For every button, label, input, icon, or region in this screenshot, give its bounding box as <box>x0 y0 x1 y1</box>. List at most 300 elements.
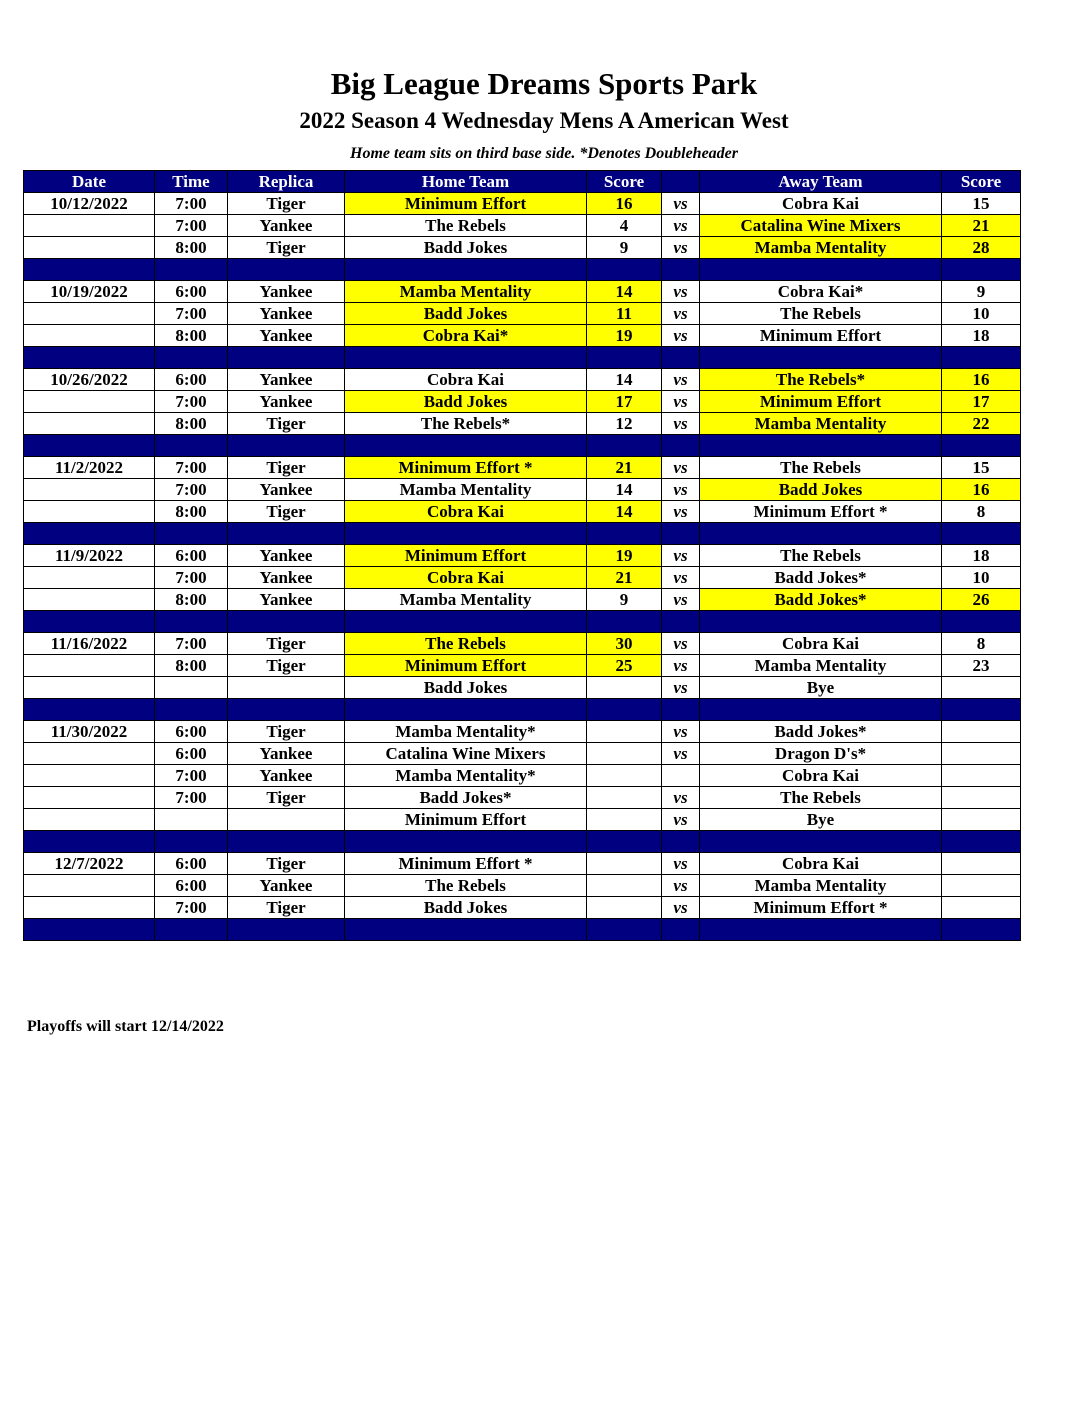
replica-cell: Yankee <box>228 325 345 347</box>
table-row <box>24 633 1021 655</box>
away-team-cell: Cobra Kai* <box>700 281 942 303</box>
separator-cell <box>155 347 228 369</box>
separator-cell <box>587 919 662 941</box>
vs-cell: vs <box>662 655 700 677</box>
col-header-replica: Replica <box>228 171 345 193</box>
table-row <box>24 391 1021 413</box>
home-score-cell: 25 <box>587 655 662 677</box>
separator-cell <box>24 435 155 457</box>
vs-cell: vs <box>662 545 700 567</box>
col-header-away-score: Score <box>942 171 1021 193</box>
away-score-cell <box>942 897 1021 919</box>
replica-cell: Yankee <box>228 567 345 589</box>
home-team-cell: The Rebels <box>345 215 587 237</box>
vs-cell: vs <box>662 809 700 831</box>
time-cell: 7:00 <box>155 897 228 919</box>
date-cell: 12/7/2022 <box>24 853 155 875</box>
date-cell <box>24 303 155 325</box>
replica-cell: Tiger <box>228 501 345 523</box>
separator-cell <box>942 523 1021 545</box>
away-score-cell: 10 <box>942 303 1021 325</box>
replica-cell: Yankee <box>228 875 345 897</box>
vs-cell: vs <box>662 897 700 919</box>
date-cell: 10/19/2022 <box>24 281 155 303</box>
separator-cell <box>587 347 662 369</box>
col-header-home-team: Home Team <box>345 171 587 193</box>
home-score-cell <box>587 875 662 897</box>
time-cell: 7:00 <box>155 303 228 325</box>
table-row <box>24 809 1021 831</box>
away-score-cell: 18 <box>942 545 1021 567</box>
date-cell: 11/16/2022 <box>24 633 155 655</box>
away-team-cell: Minimum Effort <box>700 325 942 347</box>
date-cell <box>24 215 155 237</box>
separator-cell <box>24 259 155 281</box>
separator-cell <box>155 259 228 281</box>
away-team-cell: Cobra Kai <box>700 193 942 215</box>
table-row <box>24 281 1021 303</box>
away-team-cell: Cobra Kai <box>700 633 942 655</box>
separator-cell <box>228 435 345 457</box>
table-header-row <box>24 171 1021 193</box>
home-team-cell: Minimum Effort <box>345 655 587 677</box>
separator-cell <box>942 919 1021 941</box>
week-separator-row <box>24 435 1021 457</box>
page-title: Big League Dreams Sports Park <box>330 66 758 101</box>
separator-cell <box>228 347 345 369</box>
home-team-cell: Badd Jokes* <box>345 787 587 809</box>
table-row <box>24 369 1021 391</box>
separator-cell <box>942 831 1021 853</box>
replica-cell: Tiger <box>228 787 345 809</box>
time-cell: 7:00 <box>155 479 228 501</box>
home-team-cell: The Rebels <box>345 633 587 655</box>
separator-cell <box>345 831 587 853</box>
separator-cell <box>587 435 662 457</box>
replica-cell: Yankee <box>228 545 345 567</box>
separator-cell <box>24 919 155 941</box>
home-team-cell: Minimum Effort * <box>345 853 587 875</box>
table-row <box>24 743 1021 765</box>
home-score-cell <box>587 743 662 765</box>
separator-cell <box>662 259 700 281</box>
time-cell: 8:00 <box>155 655 228 677</box>
away-score-cell: 15 <box>942 193 1021 215</box>
separator-cell <box>700 831 942 853</box>
home-team-cell: Badd Jokes <box>345 677 587 699</box>
separator-cell <box>662 699 700 721</box>
separator-cell <box>662 347 700 369</box>
home-team-cell: Mamba Mentality <box>345 479 587 501</box>
week-separator-row <box>24 919 1021 941</box>
away-team-cell: The Rebels <box>700 545 942 567</box>
separator-cell <box>24 347 155 369</box>
replica-cell: Tiger <box>228 457 345 479</box>
time-cell <box>155 809 228 831</box>
week-separator-row <box>24 611 1021 633</box>
vs-cell: vs <box>662 237 700 259</box>
time-cell: 6:00 <box>155 545 228 567</box>
separator-cell <box>155 523 228 545</box>
separator-cell <box>587 699 662 721</box>
replica-cell: Tiger <box>228 853 345 875</box>
away-team-cell: Bye <box>700 809 942 831</box>
replica-cell: Tiger <box>228 721 345 743</box>
separator-cell <box>345 919 587 941</box>
separator-cell <box>662 523 700 545</box>
page-subtitle: 2022 Season 4 Wednesday Mens A American West <box>299 108 789 133</box>
date-cell <box>24 743 155 765</box>
vs-cell: vs <box>662 721 700 743</box>
table-row <box>24 765 1021 787</box>
home-team-cell: Badd Jokes <box>345 237 587 259</box>
home-team-cell: Cobra Kai* <box>345 325 587 347</box>
replica-cell: Yankee <box>228 479 345 501</box>
vs-cell: vs <box>662 853 700 875</box>
away-team-cell: Cobra Kai <box>700 853 942 875</box>
away-score-cell <box>942 765 1021 787</box>
separator-cell <box>155 831 228 853</box>
separator-cell <box>24 699 155 721</box>
away-team-cell: Catalina Wine Mixers <box>700 215 942 237</box>
home-team-cell: Mamba Mentality* <box>345 765 587 787</box>
schedule-table <box>23 170 1021 941</box>
away-score-cell: 21 <box>942 215 1021 237</box>
vs-cell: vs <box>662 325 700 347</box>
home-score-cell: 14 <box>587 369 662 391</box>
away-score-cell <box>942 787 1021 809</box>
table-row <box>24 677 1021 699</box>
away-team-cell: The Rebels <box>700 787 942 809</box>
replica-cell: Yankee <box>228 303 345 325</box>
time-cell: 8:00 <box>155 237 228 259</box>
time-cell: 6:00 <box>155 721 228 743</box>
separator-cell <box>942 435 1021 457</box>
separator-cell <box>700 919 942 941</box>
separator-cell <box>228 259 345 281</box>
col-header-vs <box>662 171 700 193</box>
time-cell: 8:00 <box>155 501 228 523</box>
vs-cell: vs <box>662 677 700 699</box>
away-score-cell: 9 <box>942 281 1021 303</box>
home-team-cell: Mamba Mentality* <box>345 721 587 743</box>
time-cell: 6:00 <box>155 853 228 875</box>
vs-cell: vs <box>662 743 700 765</box>
time-cell: 8:00 <box>155 413 228 435</box>
vs-cell: vs <box>662 875 700 897</box>
replica-cell: Yankee <box>228 589 345 611</box>
time-cell: 7:00 <box>155 567 228 589</box>
separator-cell <box>228 699 345 721</box>
week-separator-row <box>24 347 1021 369</box>
replica-cell <box>228 677 345 699</box>
away-score-cell: 18 <box>942 325 1021 347</box>
separator-cell <box>345 523 587 545</box>
time-cell <box>155 677 228 699</box>
home-team-cell: Mamba Mentality <box>345 281 587 303</box>
vs-cell: vs <box>662 589 700 611</box>
replica-cell: Tiger <box>228 237 345 259</box>
away-team-cell: Badd Jokes* <box>700 721 942 743</box>
home-score-cell: 19 <box>587 545 662 567</box>
away-score-cell <box>942 853 1021 875</box>
date-cell: 11/9/2022 <box>24 545 155 567</box>
separator-cell <box>700 347 942 369</box>
separator-cell <box>24 523 155 545</box>
separator-cell <box>228 831 345 853</box>
home-score-cell <box>587 765 662 787</box>
table-row <box>24 325 1021 347</box>
table-row <box>24 501 1021 523</box>
away-score-cell: 15 <box>942 457 1021 479</box>
replica-cell: Yankee <box>228 369 345 391</box>
home-score-cell <box>587 809 662 831</box>
col-header-time: Time <box>155 171 228 193</box>
date-cell <box>24 765 155 787</box>
replica-cell: Tiger <box>228 193 345 215</box>
home-score-cell: 21 <box>587 457 662 479</box>
home-team-cell: Catalina Wine Mixers <box>345 743 587 765</box>
away-score-cell: 26 <box>942 589 1021 611</box>
home-score-cell <box>587 787 662 809</box>
time-cell: 7:00 <box>155 765 228 787</box>
separator-cell <box>942 259 1021 281</box>
vs-cell: vs <box>662 303 700 325</box>
away-team-cell: The Rebels <box>700 457 942 479</box>
vs-cell: vs <box>662 391 700 413</box>
time-cell: 8:00 <box>155 589 228 611</box>
date-cell <box>24 875 155 897</box>
date-cell: 10/12/2022 <box>24 193 155 215</box>
col-header-away-team: Away Team <box>700 171 942 193</box>
home-score-cell <box>587 897 662 919</box>
home-score-cell <box>587 721 662 743</box>
separator-cell <box>587 259 662 281</box>
home-team-cell: Minimum Effort <box>345 809 587 831</box>
away-score-cell: 16 <box>942 369 1021 391</box>
home-team-cell: Cobra Kai <box>345 567 587 589</box>
table-row <box>24 303 1021 325</box>
separator-cell <box>345 435 587 457</box>
away-team-cell: The Rebels* <box>700 369 942 391</box>
vs-cell: vs <box>662 479 700 501</box>
table-row <box>24 897 1021 919</box>
replica-cell: Tiger <box>228 633 345 655</box>
separator-cell <box>587 831 662 853</box>
time-cell: 7:00 <box>155 633 228 655</box>
time-cell: 7:00 <box>155 787 228 809</box>
time-cell: 6:00 <box>155 281 228 303</box>
away-team-cell: Minimum Effort <box>700 391 942 413</box>
separator-cell <box>228 919 345 941</box>
home-score-cell <box>587 677 662 699</box>
home-score-cell: 4 <box>587 215 662 237</box>
home-score-cell: 17 <box>587 391 662 413</box>
time-cell: 6:00 <box>155 743 228 765</box>
time-cell: 7:00 <box>155 215 228 237</box>
away-team-cell: Bye <box>700 677 942 699</box>
doubleheader-note: Home team sits on third base side. *Denotes Doubleheader <box>350 145 738 162</box>
date-cell <box>24 567 155 589</box>
date-cell <box>24 237 155 259</box>
away-team-cell: Mamba Mentality <box>700 237 942 259</box>
home-score-cell: 14 <box>587 281 662 303</box>
date-cell <box>24 677 155 699</box>
separator-cell <box>942 347 1021 369</box>
week-separator-row <box>24 831 1021 853</box>
separator-cell <box>662 831 700 853</box>
date-cell <box>24 391 155 413</box>
away-score-cell <box>942 677 1021 699</box>
separator-cell <box>700 259 942 281</box>
away-score-cell <box>942 809 1021 831</box>
vs-cell: vs <box>662 193 700 215</box>
separator-cell <box>662 919 700 941</box>
away-score-cell <box>942 721 1021 743</box>
away-team-cell: Badd Jokes <box>700 479 942 501</box>
away-score-cell: 17 <box>942 391 1021 413</box>
away-score-cell <box>942 875 1021 897</box>
schedule-body <box>24 193 1021 941</box>
home-score-cell: 9 <box>587 237 662 259</box>
away-score-cell: 23 <box>942 655 1021 677</box>
time-cell: 7:00 <box>155 193 228 215</box>
time-cell: 6:00 <box>155 875 228 897</box>
date-cell <box>24 787 155 809</box>
separator-cell <box>345 347 587 369</box>
table-row <box>24 589 1021 611</box>
table-row <box>24 215 1021 237</box>
home-score-cell: 16 <box>587 193 662 215</box>
replica-cell <box>228 809 345 831</box>
vs-cell: vs <box>662 567 700 589</box>
date-cell <box>24 897 155 919</box>
separator-cell <box>155 919 228 941</box>
separator-cell <box>24 611 155 633</box>
away-team-cell: Cobra Kai <box>700 765 942 787</box>
table-row <box>24 457 1021 479</box>
away-score-cell: 10 <box>942 567 1021 589</box>
away-team-cell: Dragon D's* <box>700 743 942 765</box>
replica-cell: Yankee <box>228 765 345 787</box>
table-row <box>24 567 1021 589</box>
separator-cell <box>942 611 1021 633</box>
home-score-cell: 30 <box>587 633 662 655</box>
table-row <box>24 721 1021 743</box>
home-team-cell: The Rebels* <box>345 413 587 435</box>
replica-cell: Yankee <box>228 215 345 237</box>
away-team-cell: Mamba Mentality <box>700 875 942 897</box>
replica-cell: Yankee <box>228 743 345 765</box>
table-row <box>24 545 1021 567</box>
away-team-cell: Badd Jokes* <box>700 589 942 611</box>
vs-cell: vs <box>662 501 700 523</box>
away-score-cell: 8 <box>942 501 1021 523</box>
home-score-cell: 12 <box>587 413 662 435</box>
away-team-cell: Mamba Mentality <box>700 413 942 435</box>
home-team-cell: Cobra Kai <box>345 369 587 391</box>
separator-cell <box>587 523 662 545</box>
date-cell <box>24 413 155 435</box>
playoffs-note: Playoffs will start 12/14/2022 <box>27 1018 224 1035</box>
time-cell: 6:00 <box>155 369 228 391</box>
date-cell: 11/30/2022 <box>24 721 155 743</box>
away-team-cell: The Rebels <box>700 303 942 325</box>
separator-cell <box>345 259 587 281</box>
vs-cell: vs <box>662 215 700 237</box>
home-score-cell: 9 <box>587 589 662 611</box>
week-separator-row <box>24 699 1021 721</box>
vs-cell: vs <box>662 633 700 655</box>
separator-cell <box>155 699 228 721</box>
home-team-cell: The Rebels <box>345 875 587 897</box>
separator-cell <box>345 699 587 721</box>
date-cell <box>24 325 155 347</box>
separator-cell <box>587 611 662 633</box>
home-score-cell: 14 <box>587 501 662 523</box>
week-separator-row <box>24 523 1021 545</box>
away-score-cell: 28 <box>942 237 1021 259</box>
replica-cell: Tiger <box>228 897 345 919</box>
home-team-cell: Minimum Effort <box>345 545 587 567</box>
vs-cell: vs <box>662 787 700 809</box>
date-cell <box>24 501 155 523</box>
away-team-cell: Minimum Effort * <box>700 501 942 523</box>
separator-cell <box>155 435 228 457</box>
separator-cell <box>228 523 345 545</box>
separator-cell <box>155 611 228 633</box>
time-cell: 8:00 <box>155 325 228 347</box>
vs-cell: vs <box>662 369 700 391</box>
date-cell <box>24 655 155 677</box>
home-team-cell: Minimum Effort <box>345 193 587 215</box>
home-team-cell: Cobra Kai <box>345 501 587 523</box>
separator-cell <box>700 435 942 457</box>
home-team-cell: Minimum Effort * <box>345 457 587 479</box>
table-row <box>24 479 1021 501</box>
date-cell: 11/2/2022 <box>24 457 155 479</box>
away-score-cell: 8 <box>942 633 1021 655</box>
separator-cell <box>700 611 942 633</box>
col-header-date: Date <box>24 171 155 193</box>
separator-cell <box>345 611 587 633</box>
table-row <box>24 237 1021 259</box>
table-row <box>24 853 1021 875</box>
home-team-cell: Badd Jokes <box>345 391 587 413</box>
home-score-cell <box>587 853 662 875</box>
week-separator-row <box>24 259 1021 281</box>
table-row <box>24 787 1021 809</box>
away-team-cell: Badd Jokes* <box>700 567 942 589</box>
home-score-cell: 19 <box>587 325 662 347</box>
replica-cell: Yankee <box>228 391 345 413</box>
time-cell: 7:00 <box>155 457 228 479</box>
separator-cell <box>700 699 942 721</box>
away-score-cell: 22 <box>942 413 1021 435</box>
home-score-cell: 14 <box>587 479 662 501</box>
time-cell: 7:00 <box>155 391 228 413</box>
replica-cell: Tiger <box>228 413 345 435</box>
vs-cell <box>662 765 700 787</box>
separator-cell <box>700 523 942 545</box>
home-team-cell: Badd Jokes <box>345 897 587 919</box>
col-header-home-score: Score <box>587 171 662 193</box>
separator-cell <box>662 435 700 457</box>
date-cell <box>24 589 155 611</box>
home-team-cell: Badd Jokes <box>345 303 587 325</box>
vs-cell: vs <box>662 457 700 479</box>
date-cell <box>24 479 155 501</box>
